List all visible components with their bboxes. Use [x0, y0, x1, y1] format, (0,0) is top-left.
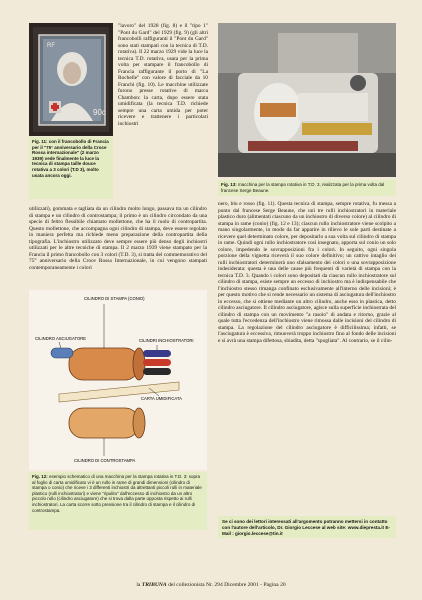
diagram-svg	[29, 290, 207, 470]
footer-magazine: TRIBUNA	[141, 582, 167, 588]
printing-diagram	[29, 290, 207, 470]
fig11-label: Fig. 11:	[32, 139, 48, 144]
print-cylinder	[69, 348, 145, 380]
fig12-text: esempio schematico di una macchina per la stampa rotativa in T.D. 3: sopra al foglio di carta umidificato vi è un rullo in rame di grandi dimensioni (cilindro di stampa o conio) che riceve i 3 differenti inchiostri da altrettanti piccoli rulli in materiale plastico (rulli inchiostratori) e viene "ripulito" dall'eccesso di inchiostro da un altro piccolo rullo (cilindro asciugatore) che si trova dalla parte opposta rispetto ai rulli inchiostratori. La carta scorre sotto pressione tra il cilindro di stampa e il cilindro di controstampa.	[32, 474, 202, 513]
label-wiper-cylinder: CILINDRO ASCIUGATORE	[35, 336, 87, 341]
counter-cylinder	[69, 408, 145, 438]
machine-photo	[218, 23, 396, 177]
fig11-caption	[29, 137, 113, 199]
author-contact-note	[218, 516, 396, 538]
article-paragraph: "lavoro" del 1928 (fig. 8) e il "tipo 1" "Pont du Gard" del 1929 (fig. 9) (gli altri francobolli raffiguranti il "Pont du Gard" sono stati stampati con la tecnica di T.D. rotativa). Il 22 marzo 1929 vide la luce la tecnica T.D. rotativa, usata per la prima volta per stampare il francobollo di Francia raffigurante il porto di "La Rochelle" con valore di facciale da 10 Franchi (fig. 10). Le macchine utilizzate furono presse rotative di marca Chambon: la carta, dopo essere stata umidificata (la tecnica T.D. richiede sempre una carta umida per poter ricevere e trattenere i particolari inchiostri	[118, 23, 208, 127]
red-cross-stamp-image	[29, 23, 113, 136]
ink-rollers	[143, 350, 171, 375]
note-text: Se ci sono dei lettori interessati all'argomento potranno mettersi in contatto con l'autore dell'articolo, Dr. Giorgio Leccese al web site: www.diepresta.it E-Mail : giorgio.leccese@tin.it	[222, 519, 390, 536]
wiper-cylinder	[51, 348, 73, 358]
footer-rest: del collezionista Nr. 294 Dicembre 2001 - Pagina 20	[168, 582, 286, 588]
label-ink-rollers: CILINDRI INCHIOSTRATORI	[139, 338, 194, 343]
fig12-label: Fig. 12:	[32, 474, 48, 479]
label-counter-cylinder: CILINDRO DI CONTROSTAMPA	[74, 458, 136, 463]
label-paper: CARTA UMIDIFICATA	[141, 396, 182, 401]
fig12-caption	[29, 472, 207, 530]
article-text-column-middle	[118, 23, 208, 206]
fig11-text: con il francobollo di Francia per il "75° anniversario della Croce Rossa internazionale" (2 marzo 1939) vede finalmente la luce la tecnica di stampa taille douce rotativa a 3 colori (T.D 3), molto usata ancora oggi.	[32, 139, 109, 178]
fig13-label: Fig. 13:	[221, 182, 237, 187]
footer-prefix: la	[136, 582, 141, 588]
stamp-value: 90c	[93, 108, 106, 117]
article-text-column-right	[218, 201, 396, 513]
page-footer	[0, 582, 422, 588]
stamp-country: RF	[47, 43, 55, 49]
article-paragraph: nero, blu e rosso (fig. 11). Questa tecnica di stampa, sempre rotativa, fu messa a punto dal francese Serge Beaune, che unì tre rulli inchiostratori in materiale plastico duro (alimentati ciascuno da un inchiostro di diverso colore) al cilindro di stampa in rame (conio) (fig. 12 e 13); ciascun rullo inchiostratore viene scolpito a mano singolarmente, in modo da far apparire in rilievo le sole parti destinate a ricevere quel determinato colore, per depositarlo a sua volta sul cilindro di stampa in rame. Quindi ogni rullo inchiostratore così insegnato, apporta sul conio un solo colore, impedendo le sovrapposizioni fra i colori. In seguito, ogni singola porzione della vignetta riceverà il suo colore definitivo; un cattivo intaglio dei rulli inchiostratori determinerà uno sfalsamento dei colori o una sovrapposizione indesiderata: questa è una delle cause più frequenti di varietà di stampa con la tecnica T.D. 3. Quando i colori sono depositati da ciascun rullo inchiostratore sul cilindro di stampa, esiste sempre un eccesso di inchiostro ma è indispensabile che l'inchiostro stesso rimanga confinato esclusivamente all'interno delle incisioni; è per questo motivo che si rende necessario un sistema di asciugatura dell'inchiostro in eccesso, che si ottiene mediante un altro cilindro, anche esso in plastica, detto cilindro asciugatore. Il cilindro asciugatore, agisce sulla superficie inchiostrata del cilindro di stampa con un movimento "a rasoio" di andata e ritorno, grazie al quale tutta l'eccedenza dell'inchiostro viene rimossa dalle incisioni del cilindro di stampa. La regolazione del cilindro asciugatore è difficilissima; infatti, se l'asciugatura è eccessiva, rimuoverà troppo inchiostro fino al fondo delle incisioni e si avrà una stampa difettosa, sbiadita, detta "spogliata". Al contrario, se il cilin-	[218, 201, 396, 344]
fig13-text: macchina per la stampa rotativa in T.D. 3, realizzata per la prima volta dal francese Serge Beaune.	[221, 182, 385, 193]
article-text-column-left	[29, 206, 207, 288]
article-paragraph: utilizzati), gommata e tagliata da un cilindro molto lungo, passava tra un cilindro di stampa e un cilindro di controstampa; il primo è un cilindro circondato da una specie di feltro flessibile chiamato mollettone, che ha il ruolo di contropartita. Questo mollettone, che accompagna ogni cilindro di stampa, deve essere regolato in maniera perfetta ma richiede meno preparazione della contropartita della tipografia. L'inchiostro utilizzato deve sempre essere più denso degli inchiostri utilizzati per le altre tecniche di stampa. Il 2 marzo 1939 viene stampato per la Francia il primo francobollo con 3 colori (T.D. 3), si tratta del commemorativo del 75° anniversario della Croce Rossa Internazionale, in cui vengono stampati contemporaneamente i colori	[29, 206, 207, 271]
label-print-cylinder: CILINDRO DI STAMPA (CONIO)	[84, 296, 145, 301]
fig13-caption	[218, 180, 396, 196]
printing-machine-image	[218, 23, 396, 177]
stamp-photo	[29, 23, 113, 136]
